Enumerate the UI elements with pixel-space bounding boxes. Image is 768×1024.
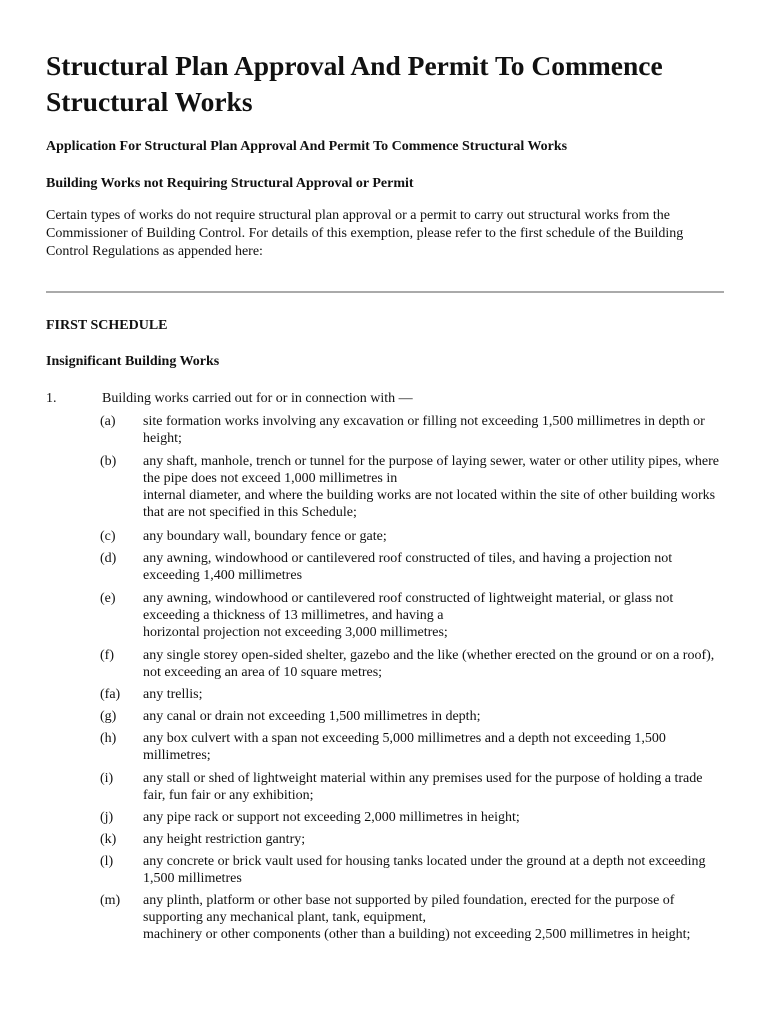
subitem-text: any plinth, platform or other base not supported by piled foundation, erected for the purpose of supporting any mechanical plant, tank, equipment, machinery or other components (other than a building) not exceeding 2,500 millimetres in height;	[143, 893, 691, 942]
item-number: 1.	[46, 391, 57, 406]
subitem-text: any awning, windowhood or cantilevered roof constructed of lightweight material, or glass not exceeding a thickness of 13 millimetres, and having a horizontal projection not exceeding 3,000 millimetres;	[143, 591, 674, 640]
exemption-heading: Building Works not Requiring Structural Approval or Permit	[46, 176, 414, 191]
subitem-text: site formation works involving any excavation or filling not exceeding 1,500 millimetres in depth or height;	[143, 414, 705, 446]
subitem-label: (f)	[100, 648, 114, 663]
schedule-title: FIRST SCHEDULE	[46, 318, 168, 333]
subitem-text: any pipe rack or support not exceeding 2,000 millimetres in height;	[143, 810, 520, 825]
application-heading: Application For Structural Plan Approval And Permit To Commence Structural Works	[46, 139, 568, 154]
subitem-label: (m)	[100, 893, 121, 908]
horizontal-divider	[46, 291, 724, 293]
subitem-text: any height restriction gantry;	[143, 832, 306, 847]
subitem-text: any shaft, manhole, trench or tunnel for the purpose of laying sewer, water or other utility pipes, where the pipe does not exceed 1,000 millimetres in internal diameter, and where the building works are not located within the site of other building works that are not specified in this Schedule;	[143, 454, 719, 520]
subitem-text: any box culvert with a span not exceeding 5,000 millimetres and a depth not exceeding 1,500 millimetres;	[143, 731, 666, 763]
schedule-subtitle: Insignificant Building Works	[46, 354, 220, 369]
subitem-label: (c)	[100, 529, 116, 544]
subitem-label: (e)	[100, 591, 116, 606]
subitem-label: (d)	[100, 551, 117, 566]
subitem-label: (i)	[100, 771, 114, 786]
subitem-label: (a)	[100, 414, 116, 429]
subitem-label: (k)	[100, 832, 117, 847]
subitem-label: (j)	[100, 810, 114, 825]
subitem-label: (h)	[100, 731, 117, 746]
subitem-label: (b)	[100, 454, 117, 469]
subitem-text: any canal or drain not exceeding 1,500 millimetres in depth;	[143, 709, 481, 724]
page-title: Structural Plan Approval And Permit To Commence Structural Works	[46, 50, 663, 117]
subitem-text: any boundary wall, boundary fence or gate;	[143, 529, 387, 544]
intro-paragraph: Certain types of works do not require structural plan approval or a permit to carry out structural works from the Commissioner of Building Control. For details of this exemption, please refer to the first schedule of the Building Control Regulations as appended here:	[46, 208, 684, 260]
subitem-text: any trellis;	[143, 687, 203, 702]
subitem-label: (l)	[100, 854, 114, 869]
item-text: Building works carried out for or in connection with —	[102, 391, 413, 406]
subitem-text: any awning, windowhood or cantilevered roof constructed of tiles, and having a projection not exceeding 1,400 millimetres	[143, 551, 673, 583]
subitem-label: (g)	[100, 709, 117, 724]
subitem-text: any stall or shed of lightweight material within any premises used for the purpose of holding a trade fair, fun fair or any exhibition;	[143, 771, 703, 803]
subitem-label: (fa)	[100, 687, 121, 702]
subitem-text: any concrete or brick vault used for housing tanks located under the ground at a depth not exceeding 1,500 millimetres	[143, 854, 706, 886]
subitem-text: any single storey open-sided shelter, gazebo and the like (whether erected on the ground or on a roof), not exceeding an area of 10 square metres;	[143, 648, 715, 680]
